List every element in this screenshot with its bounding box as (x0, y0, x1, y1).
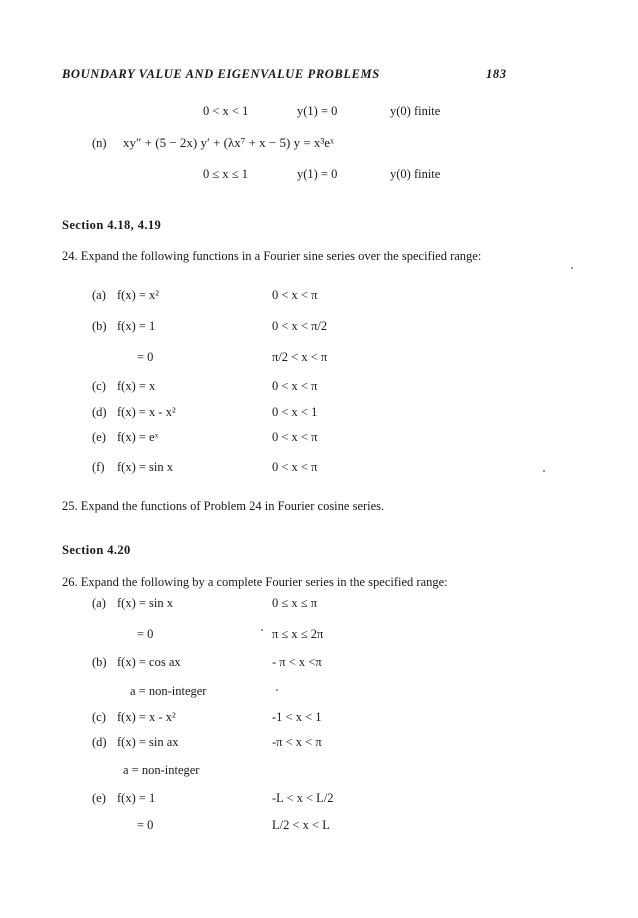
item-label: (c) (92, 710, 106, 724)
range: -L < x < L/2 (272, 791, 334, 805)
function: f(x) = sin ax (117, 735, 179, 749)
range: 0 < x < 1 (272, 405, 318, 419)
function: f(x) = 1 (117, 791, 156, 805)
range: - π < x <π (272, 655, 322, 669)
range: 0 < x < π (272, 430, 318, 444)
range: -1 < x < 1 (272, 710, 322, 724)
range-row-1: 0 < x < 1 (203, 104, 249, 118)
range: π ≤ x ≤ 2π (272, 627, 324, 641)
function: f(x) = eˣ (117, 430, 159, 444)
function: f(x) = 1 (117, 319, 156, 333)
problem-24-text: 24. Expand the following functions in a Fourier sine series over the specified range: (62, 249, 482, 263)
function: f(x) = x - x² (117, 405, 176, 419)
equation-n: xy″ + (5 − 2x) y′ + (λx⁷ + x − 5) y = x³eˣ (123, 135, 334, 150)
item-label-n: (n) (92, 136, 107, 150)
item-label: (a) (92, 596, 106, 610)
boundary-condition-2: y(0) finite (390, 104, 441, 118)
item-label: (a) (92, 288, 106, 302)
scan-speck (276, 689, 278, 691)
item-label: (d) (92, 405, 107, 419)
boundary-condition-3: y(1) = 0 (297, 167, 338, 181)
range: 0 < x < π (272, 288, 318, 302)
boundary-condition-4: y(0) finite (390, 167, 441, 181)
item-label: (f) (92, 460, 105, 474)
range: 0 < x < π/2 (272, 319, 328, 333)
function: f(x) = x (117, 379, 156, 393)
boundary-condition-1: y(1) = 0 (297, 104, 338, 118)
item-label: (b) (92, 655, 107, 669)
range: L/2 < x < L (272, 818, 330, 832)
item-label: (b) (92, 319, 107, 333)
range-row-2: 0 ≤ x ≤ 1 (203, 167, 248, 181)
condition-note: a = non-integer (123, 763, 200, 777)
range: 0 < x < π (272, 379, 318, 393)
function: = 0 (137, 627, 154, 641)
range: 0 < x < π (272, 460, 318, 474)
problem-26-text: 26. Expand the following by a complete Fourier series in the specified range: (62, 575, 448, 589)
function: f(x) = sin x (117, 596, 173, 610)
running-header-title: BOUNDARY VALUE AND EIGENVALUE PROBLEMS (62, 67, 380, 81)
item-label: (c) (92, 379, 106, 393)
scan-speck (571, 267, 573, 269)
scan-speck (543, 470, 545, 472)
section-heading-4-20: Section 4.20 (62, 543, 131, 557)
range: π/2 < x < π (272, 350, 328, 364)
range: -π < x < π (272, 735, 322, 749)
function: f(x) = x² (117, 288, 160, 302)
item-label: (e) (92, 430, 106, 444)
function: f(x) = cos ax (117, 655, 181, 669)
page-number: 183 (486, 67, 507, 81)
section-heading-4-18: Section 4.18, 4.19 (62, 218, 162, 232)
item-label: (d) (92, 735, 107, 749)
function: f(x) = x - x² (117, 710, 176, 724)
function: = 0 (137, 350, 154, 364)
item-label: (e) (92, 791, 106, 805)
function: = 0 (137, 818, 154, 832)
function: f(x) = sin x (117, 460, 173, 474)
range: 0 ≤ x ≤ π (272, 596, 318, 610)
problem-25-text: 25. Expand the functions of Problem 24 in Fourier cosine series. (62, 499, 385, 513)
condition-note: a = non-integer (130, 684, 207, 698)
scan-speck (261, 629, 263, 631)
